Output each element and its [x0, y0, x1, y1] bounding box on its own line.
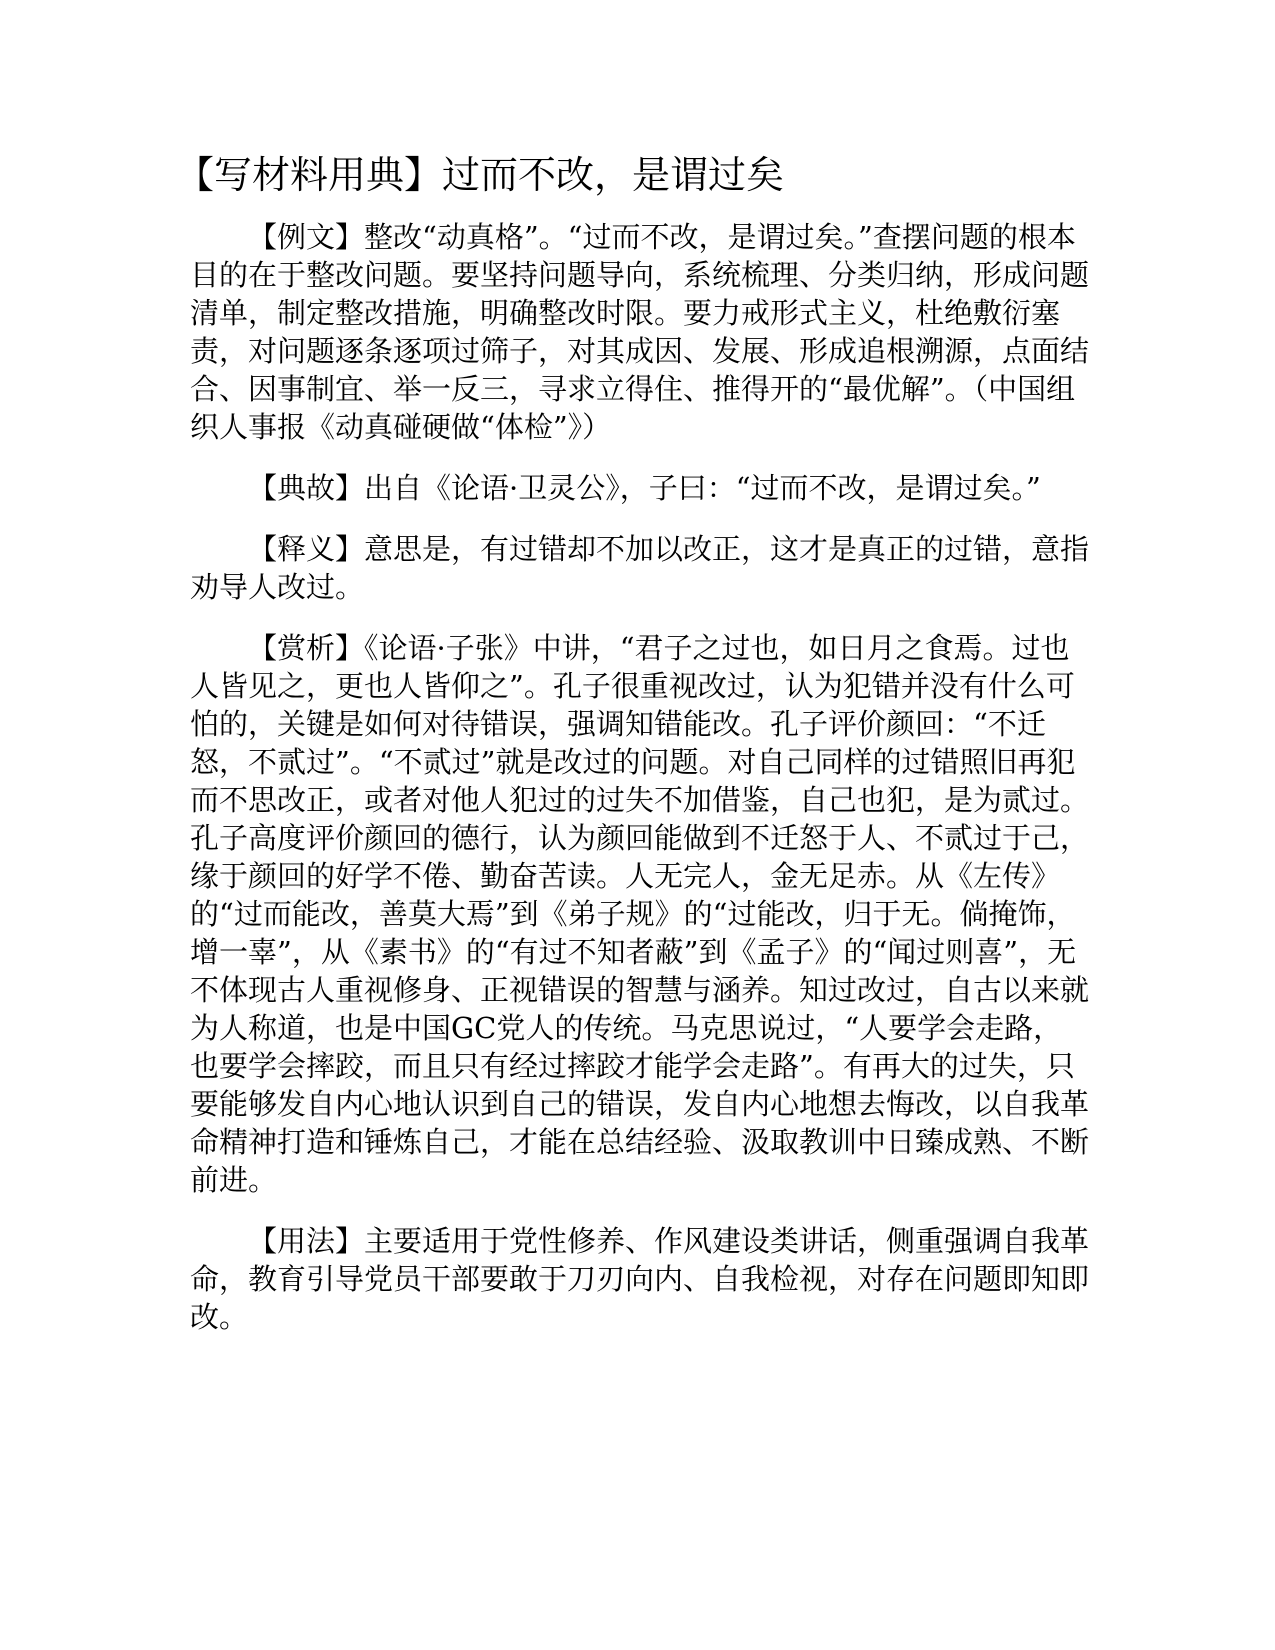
- appreciation-paragraph: [190, 629, 1090, 1199]
- allusion-text: 出自《论语·卫灵公》，子曰：“过而不改，是谓过矣。”: [364, 471, 1041, 505]
- example-paragraph: [190, 218, 1090, 446]
- usage-text: 主要适用于党性修养、作风建设类讲话，侧重强调自我革命，教育引导党员干部要敢于刀刃向内、自我检视，对存在问题即知即改。: [190, 1224, 1090, 1334]
- allusion-paragraph: [190, 469, 1090, 507]
- meaning-label: 【释义】: [248, 532, 365, 566]
- example-text: 整改“动真格”。“过而不改，是谓过矣。”查摆问题的根本目的在于整改问题。要坚持问题导向，系统梳理、分类归纳，形成问题清单，制定整改措施，明确整改时限。要力戒形式主义，杜绝敷衍塞责，对问题逐条逐项过筛子，对其成因、发展、形成追根溯源，点面结合、因事制宜、举一反三，寻求立得住、推得开的“最优解”。（中国组织人事报《动真碰硬做“体检”》）: [190, 220, 1090, 444]
- example-label: 【例文】: [248, 220, 365, 254]
- allusion-label: 【典故】: [248, 471, 365, 505]
- appreciation-text: 《论语·子张》中讲，“君子之过也，如日月之食焉。过也人皆见之，更也人皆仰之”。孔子很重视改过，认为犯错并没有什么可怕的，关键是如何对待错误，强调知错能改。孔子评价颜回：“不迁怒，不贰过”。“不贰过”就是改过的问题。对自己同样的过错照旧再犯而不思改正，或者对他人犯过的过失不加借鉴，自己也犯，是为贰过。孔子高度评价颜回的德行，认为颜回能做到不迁怒于人、不贰过于己，缘于颜回的好学不倦、勤奋苦读。人无完人，金无足赤。从《左传》的“过而能改，善莫大焉”到《弟子规》的“过能改，归于无。倘掩饰，增一辜”，从《素书》的“有过不知者蔽”到《孟子》的“闻过则喜”，无不体现古人重视修身、正视错误的智慧与涵养。知过改过，自古以来就为人称道，也是中国GC党人的传统。马克思说过，“人要学会走路，也要学会摔跤，而且只有经过摔跤才能学会走路”。有再大的过失，只要能够发自内心地认识到自己的错误，发自内心地想去悔改，以自我革命精神打造和锤炼自己，才能在总结经验、汲取教训中日臻成熟、不断前进。: [190, 631, 1090, 1197]
- meaning-paragraph: [190, 530, 1090, 606]
- appreciation-label: 【赏析】: [248, 631, 365, 665]
- usage-label: 【用法】: [248, 1224, 365, 1258]
- meaning-text: 意思是，有过错却不加以改正，这才是真正的过错，意指劝导人改过。: [190, 532, 1090, 604]
- document-page: [176, 150, 1090, 1359]
- usage-paragraph: [190, 1222, 1090, 1336]
- page-title: 【写材料用典】过而不改，是谓过矣: [176, 153, 785, 197]
